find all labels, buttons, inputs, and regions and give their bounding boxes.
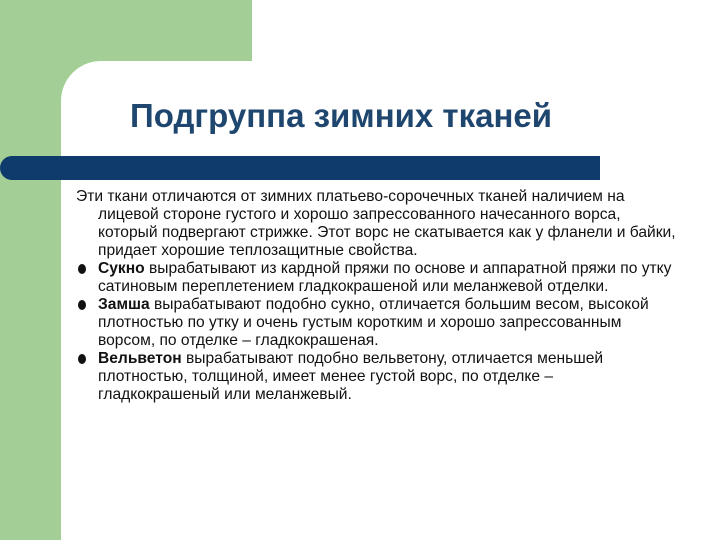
slide-body <box>76 188 676 404</box>
bullet-term: Замша <box>98 296 150 313</box>
bullet-term: Сукно <box>98 260 145 277</box>
title-underline-bar <box>0 156 600 180</box>
bullet-text: вырабатывают подобно сукно, отличается большим весом, высокой плотностью по утку и очень густым коротким и хорошо запрессованным ворсом, по отделке – гладкокрашеная. <box>98 296 649 349</box>
bullet-dot-icon <box>78 354 86 364</box>
bullet-dot-icon <box>78 264 86 274</box>
intro-paragraph: Эти ткани отличаются от зимних платьево-сорочечных тканей наличием на лицевой стороне густого и хорошо запрессованного начесанного ворса, который подвергают стрижке. Этот ворс не скатывается как у фланели и байки, придает хорошие теплозащитные свойства. <box>76 188 676 259</box>
bullet-text: вырабатывают из кардной пряжи по основе и аппаратной пряжи по утку сатиновым переплетением гладкокрашеной или меланжевой отделки. <box>98 260 672 295</box>
bullet-item-zamsha <box>76 296 676 350</box>
slide-title: Подгруппа зимних тканей <box>130 97 553 134</box>
green-side-strip <box>0 0 61 540</box>
bullet-item-velveton <box>76 350 676 404</box>
bullet-text: вырабатывают подобно вельветону, отличается меньшей плотностью, толщиной, имеет менее густой ворс, по отделке – гладкокрашеный или меланжевый. <box>98 350 604 403</box>
bullet-dot-icon <box>78 300 86 310</box>
bullet-item-sukno <box>76 260 676 296</box>
bullet-term: Вельветон <box>98 350 182 367</box>
